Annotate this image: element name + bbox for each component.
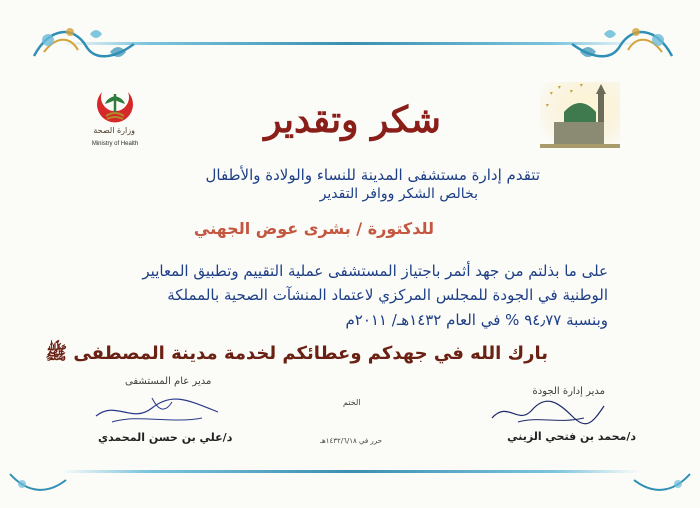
quality-director-name: د/محمد بن فتحي الزيني bbox=[507, 430, 636, 443]
body-line-2: الوطنية في الجودة للمجلس المركزي لاعتماد المنشآت الصحية بالمملكة bbox=[167, 286, 608, 304]
bottom-border-band bbox=[60, 470, 640, 473]
top-left-ornament-icon bbox=[30, 22, 140, 70]
blessing-line: بارك الله في جهدكم وعطائكم لخدمة مدينة المصطفى ﷺ bbox=[45, 343, 548, 364]
quality-director-signature-icon bbox=[488, 398, 608, 432]
ministry-name-en: Ministry of Health bbox=[91, 141, 139, 147]
bottom-right-ornament-icon bbox=[632, 470, 692, 500]
quality-director-title: مدير إدارة الجودة bbox=[532, 386, 605, 397]
mosque-illustration-icon bbox=[540, 82, 620, 152]
seal-label: الختم bbox=[343, 398, 361, 407]
body-line-3: وبنسبة ٩٤٫٧٧ % في العام ١٤٣٢هـ/ ٢٠١١م bbox=[345, 311, 608, 329]
ministry-name-ar: وزارة الصحة bbox=[93, 126, 135, 135]
top-right-ornament-icon bbox=[566, 22, 676, 70]
thanks-line: بخالص الشكر ووافر التقدير bbox=[319, 186, 478, 202]
body-line-1: على ما بذلتم من جهد أثمر باجتياز المستشفى عملية التقييم وتطبيق المعايير bbox=[142, 262, 608, 280]
hospital-director-name: د/علي بن حسن المحمدي bbox=[98, 431, 233, 444]
top-border-band bbox=[60, 42, 640, 45]
hospital-director-signature-icon bbox=[92, 394, 222, 432]
issuer-line: تتقدم إدارة مستشفى المدينة للنساء والولادة والأطفال bbox=[205, 166, 540, 184]
hospital-director-title: مدير عام المستشفى bbox=[125, 376, 212, 387]
bottom-left-ornament-icon bbox=[8, 470, 68, 500]
recipient-name: للدكتورة / بشرى عوض الجهني bbox=[193, 219, 434, 238]
certificate-title: شكر وتقدير bbox=[264, 99, 441, 141]
issue-date: حرر في ١٤٣٢/٦/١٨هـ bbox=[320, 437, 382, 445]
